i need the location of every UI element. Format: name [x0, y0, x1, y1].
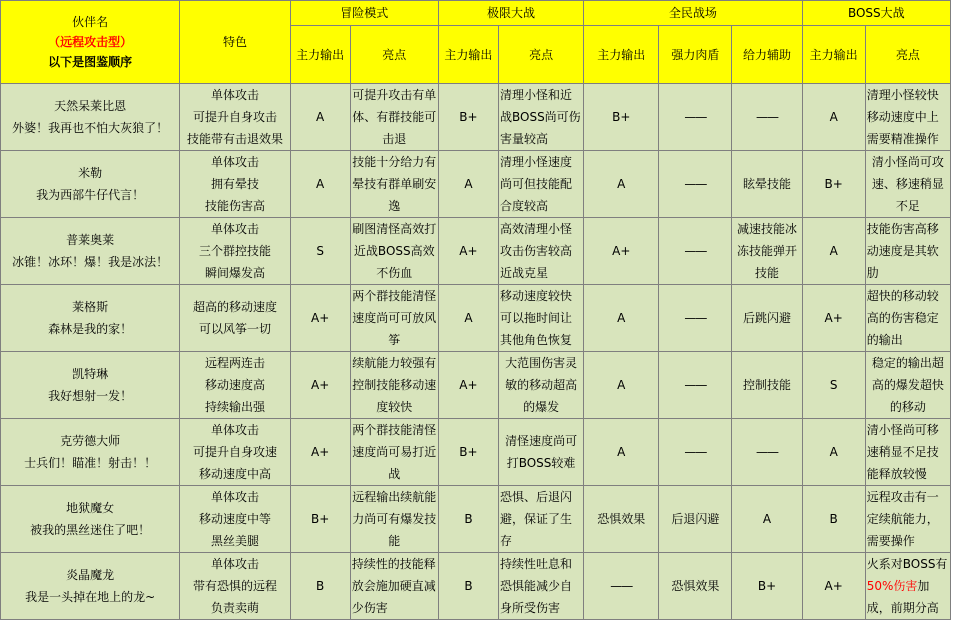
extreme-output: B	[438, 486, 498, 553]
header-sub: 主力输出	[584, 26, 659, 84]
battlefield-tank: ——	[659, 285, 732, 352]
extreme-highlight: 恐惧、后退闪避，保证了生存	[498, 486, 583, 553]
boss-highlight: 技能伤害高移动速度是其软肋	[865, 218, 950, 285]
feature-cell	[180, 285, 290, 352]
feature-line: 带有恐惧的远程	[192, 579, 277, 593]
adventure-highlight: 续航能力较强有控制技能移动速度较快	[350, 352, 438, 419]
companion-cell	[1, 486, 180, 553]
boss-highlight-text: 加成，前期分高	[866, 579, 939, 615]
adventure-highlight: 技能十分给力有晕技有群单刷安逸	[350, 151, 438, 218]
feature-line: 单体攻击	[210, 155, 259, 169]
extreme-highlight: 清怪速度尚可打BOSS较难	[498, 419, 583, 486]
table-row	[1, 151, 951, 218]
header-group-extreme: 极限大战	[438, 1, 583, 26]
feature-cell	[180, 553, 290, 620]
extreme-output: B+	[438, 84, 498, 151]
companion-quote: 我好想射一发！	[48, 389, 133, 403]
extreme-highlight: 持续性吐息和恐惧能减少自身所受伤害	[498, 553, 583, 620]
companion-name: 克劳德大师	[60, 434, 121, 448]
companion-name: 凯特琳	[72, 367, 109, 381]
battlefield-tank: ——	[659, 218, 732, 285]
companion-name: 莱格斯	[72, 300, 109, 314]
feature-line: 单体攻击	[210, 490, 259, 504]
header-name-order: 以下是图鉴顺序	[48, 55, 133, 69]
companion-name: 米勒	[78, 166, 103, 180]
battlefield-output: A	[584, 352, 659, 419]
companion-name: 普莱奥莱	[66, 233, 115, 247]
companion-quote: 被我的黑丝迷住了吧！	[30, 523, 151, 537]
extreme-highlight: 清理小怪和近战BOSS尚可伤害量较高	[498, 84, 583, 151]
feature-line: 三个群控技能	[198, 244, 271, 258]
feature-cell	[180, 151, 290, 218]
header-sub: 强力肉盾	[659, 26, 732, 84]
feature-line: 负责卖萌	[210, 601, 259, 615]
feature-line: 远程两连击	[204, 356, 265, 370]
feature-line: 可提升自身攻击	[192, 110, 277, 124]
table-row	[1, 218, 951, 285]
battlefield-tank: ——	[659, 352, 732, 419]
adventure-highlight: 持续性的技能释放会施加硬直减少伤害	[350, 553, 438, 620]
boss-output: S	[802, 352, 865, 419]
feature-line: 技能带有击退效果	[186, 132, 283, 146]
battlefield-support: 眩晕技能	[732, 151, 802, 218]
header-group-battlefield: 全民战场	[584, 1, 802, 26]
companion-quote: 冰锥！冰环！爆！我是冰法！	[12, 255, 169, 269]
boss-highlight: 超快的移动较高的伤害稳定的输出	[865, 285, 950, 352]
header-name-type: （远程攻击型）	[48, 35, 133, 49]
companion-quote: 森林是我的家！	[48, 322, 133, 336]
companion-quote: 我是一头掉在地上的龙~	[25, 590, 156, 604]
battlefield-support: B+	[732, 553, 802, 620]
header-name-title: 伙伴名	[72, 15, 109, 29]
header-sub: 亮点	[865, 26, 950, 84]
feature-cell	[180, 84, 290, 151]
companion-cell	[1, 151, 180, 218]
feature-line: 单体攻击	[210, 557, 259, 571]
feature-line: 移动速度中高	[198, 467, 271, 481]
adventure-highlight: 远程输出续航能力尚可有爆发技能	[350, 486, 438, 553]
feature-line: 超高的移动速度	[192, 300, 277, 314]
feature-line: 单体攻击	[210, 88, 259, 102]
adventure-output: B	[290, 553, 350, 620]
battlefield-tank: ——	[659, 84, 732, 151]
battlefield-output: 恐惧效果	[584, 486, 659, 553]
boss-highlight: 稳定的输出超高的爆发超快的移动	[865, 352, 950, 419]
header-sub: 亮点	[498, 26, 583, 84]
extreme-output: B+	[438, 419, 498, 486]
table-row	[1, 84, 951, 151]
header-sub: 给力辅助	[732, 26, 802, 84]
battlefield-support: ——	[732, 419, 802, 486]
header-sub: 亮点	[350, 26, 438, 84]
battlefield-output: A	[584, 285, 659, 352]
boss-output: B+	[802, 151, 865, 218]
feature-cell	[180, 218, 290, 285]
companion-name: 炎晶魔龙	[66, 568, 115, 582]
adventure-highlight: 可提升攻击有单体、有群技能可击退	[350, 84, 438, 151]
battlefield-tank: 后退闪避	[659, 486, 732, 553]
battlefield-support: 后跳闪避	[732, 285, 802, 352]
companion-quote: 我为西部牛仔代言！	[36, 188, 145, 202]
companion-cell	[1, 218, 180, 285]
companion-cell	[1, 84, 180, 151]
adventure-highlight: 两个群技能清怪速度尚可易打近战	[350, 419, 438, 486]
extreme-highlight: 高效清理小怪攻击伤害较高近战克星	[498, 218, 583, 285]
feature-line: 移动速度高	[204, 378, 265, 392]
feature-line: 单体攻击	[210, 423, 259, 437]
feature-cell	[180, 419, 290, 486]
adventure-output: A+	[290, 352, 350, 419]
companion-cell	[1, 285, 180, 352]
boss-highlight: 清理小怪较快移动速度中上需要精准操作	[865, 84, 950, 151]
boss-highlight: 清小怪尚可移速稍显不足技能释放较慢	[865, 419, 950, 486]
feature-line: 持续输出强	[204, 400, 265, 414]
extreme-output: A	[438, 151, 498, 218]
table-row	[1, 553, 951, 620]
header-sub: 主力输出	[438, 26, 498, 84]
feature-line: 技能伤害高	[204, 199, 265, 213]
boss-output: B	[802, 486, 865, 553]
adventure-output: A	[290, 151, 350, 218]
table-row	[1, 419, 951, 486]
boss-highlight-bonus: 50%伤害	[866, 579, 918, 593]
companion-name: 天然呆莱比恩	[54, 99, 127, 113]
extreme-output: A+	[438, 352, 498, 419]
feature-cell	[180, 486, 290, 553]
battlefield-output: A	[584, 419, 659, 486]
boss-highlight-text: 火系对BOSS有	[866, 557, 948, 571]
feature-cell	[180, 352, 290, 419]
boss-output: A	[802, 84, 865, 151]
battlefield-tank: ——	[659, 151, 732, 218]
battlefield-support: 控制技能	[732, 352, 802, 419]
adventure-output: A+	[290, 419, 350, 486]
companion-cell	[1, 553, 180, 620]
extreme-highlight: 大范围伤害灵敏的移动超高的爆发	[498, 352, 583, 419]
boss-output: A+	[802, 553, 865, 620]
feature-line: 黑丝美腿	[210, 534, 259, 548]
companion-quote: 外婆！我再也不怕大灰狼了！	[12, 121, 169, 135]
header-group-adventure: 冒险模式	[290, 1, 438, 26]
extreme-output: B	[438, 553, 498, 620]
boss-output: A	[802, 218, 865, 285]
header-sub: 主力输出	[290, 26, 350, 84]
adventure-output: B+	[290, 486, 350, 553]
table-row	[1, 352, 951, 419]
extreme-output: A	[438, 285, 498, 352]
feature-line: 可以风筝一切	[198, 322, 271, 336]
boss-highlight	[865, 553, 950, 620]
battlefield-support: ——	[732, 84, 802, 151]
extreme-highlight: 移动速度较快可以拖时间让其他角色恢复	[498, 285, 583, 352]
feature-line: 瞬间爆发高	[204, 266, 265, 280]
companion-cell	[1, 419, 180, 486]
header-feature: 特色	[180, 1, 290, 84]
feature-line: 单体攻击	[210, 222, 259, 236]
boss-highlight: 清小怪尚可攻速、移速稍显不足	[865, 151, 950, 218]
boss-output: A	[802, 419, 865, 486]
feature-line: 移动速度中等	[198, 512, 271, 526]
companion-name: 地狱魔女	[66, 501, 115, 515]
feature-line: 可提升自身攻速	[192, 445, 277, 459]
header-group-boss: BOSS大战	[802, 1, 950, 26]
adventure-highlight: 两个群技能清怪速度尚可可放风筝	[350, 285, 438, 352]
battlefield-support: A	[732, 486, 802, 553]
battlefield-tank: 恐惧效果	[659, 553, 732, 620]
companion-quote: 士兵们！瞄准！射击！！	[24, 456, 157, 470]
adventure-output: S	[290, 218, 350, 285]
boss-highlight: 远程攻击有一定续航能力，需要操作	[865, 486, 950, 553]
battlefield-output: ——	[584, 553, 659, 620]
battlefield-tank: ——	[659, 419, 732, 486]
battlefield-support: 减速技能冰冻技能弹开技能	[732, 218, 802, 285]
battlefield-output: A+	[584, 218, 659, 285]
adventure-output: A	[290, 84, 350, 151]
adventure-highlight: 刷图清怪高效打近战BOSS高效不伤血	[350, 218, 438, 285]
companion-cell	[1, 352, 180, 419]
extreme-highlight: 清理小怪速度尚可但技能配合度较高	[498, 151, 583, 218]
extreme-output: A+	[438, 218, 498, 285]
boss-output: A+	[802, 285, 865, 352]
table-row	[1, 285, 951, 352]
header-row-groups	[1, 1, 951, 26]
battlefield-output: A	[584, 151, 659, 218]
battlefield-output: B+	[584, 84, 659, 151]
feature-line: 拥有晕技	[210, 177, 259, 191]
header-companion-name	[1, 1, 180, 84]
adventure-output: A+	[290, 285, 350, 352]
header-sub: 主力输出	[802, 26, 865, 84]
table-row	[1, 486, 951, 553]
